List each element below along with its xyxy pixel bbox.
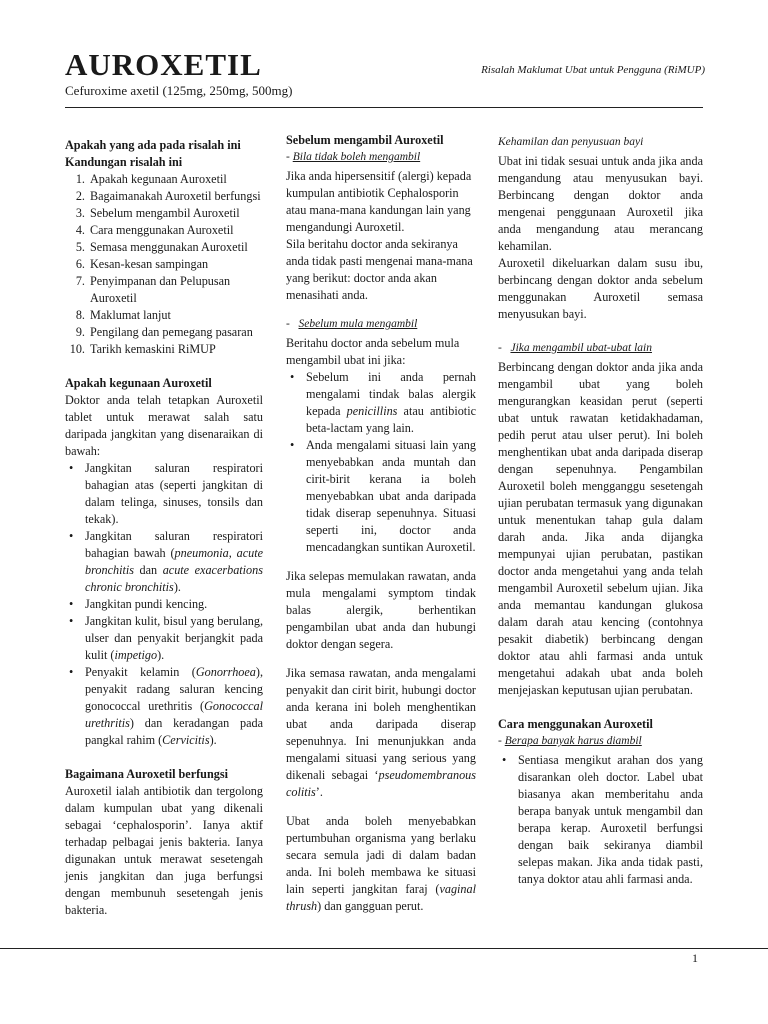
list-item: • Sentiasa mengikut arahan dos yang disarankan oleh doctor. Label ubat biasanya akan memberitahu anda berapa banyak untuk mengambil dan berapa kerap. Auroxetil berfungsi dengan baik sekiranya diambil selepas makan. Jika anda tidak pasti, tanya doktor atau ahli farmasi anda. (518, 752, 703, 888)
subheading: - Bila tidak boleh mengambil (286, 151, 421, 163)
indication-list (65, 460, 263, 749)
document-title: AUROXETIL (65, 47, 262, 82)
subheading: Kehamilan dan penyusuan bayi (498, 136, 644, 148)
document-subtitle: Cefuroxime axetil (125mg, 250mg, 500mg) (65, 83, 293, 98)
section-heading-use: Apakah kegunaan Auroxetil (65, 376, 212, 390)
warning-list (286, 369, 476, 556)
header (65, 48, 705, 99)
paragraph: Ubat anda boleh menyebabkan pertumbuhan organisma yang berlaku secara semula jadi di dalam badan anda. Ini boleh membawa ke situasi lain seperti jangkitan faraj (vaginal thrush) dan gangguan perut. (286, 814, 476, 913)
list-item: • Jangkitan saluran respiratori bahagian atas (seperti jangkitan di dalam telinga, sinuses, tonsils dan tekak). (85, 460, 263, 528)
use-paragraph: Doktor anda telah tetapkan Auroxetil tablet untuk merawat salah satu daripada jangkitan yang disenaraikan di bawah: (65, 393, 263, 458)
list-item: • Jangkitan pundi kencing. (85, 596, 263, 613)
paragraph: Sila beritahu doctor anda sekiranya anda tidak pasti mengenai mana-mana yang berikut: doctor anda akan menasihati anda. (286, 237, 473, 302)
list-item: • Sebelum ini anda pernah mengalami tindak balas alergik kepada penicillins atau antibiotic beta-lactam yang lain. (306, 369, 476, 437)
paragraph: Berbincang dengan doktor anda jika anda mengambil ubat yang boleh mengurangkan keasidan perut (seperti ubat untuk rawatan ketidakhadaman, pedih perut atau ulser perut). Ini boleh menghentikan ubat anda daripada diserap dengan sepenuhnya. Pengambilan Auroxetil boleh mengganggu sesetengah ujian perubatan termasuk yang digunakan untuk menentukan tahap gula dalam darah anda. Jika anda dijangka mempunyai ujian perubatan, pastikan doctor anda mengetahui yang anda telah mengambil Auroxetil sebelum ujian. Jika anda memantau kandungan glukosa dalam darah atau kencing (contohnya pesakit diabetik) berbincang dengan doktor atau ahli farmasi anda untuk mengetahui adakah ubat anda boleh menjejaskan keputusan ujian perubatan. (498, 360, 703, 697)
paragraph: Jika selepas memulakan rawatan, anda mula mengalami symptom tindak balas alergik, berhentikan pengambilan ubat anda dan hubungi doktor dengan segera. (286, 569, 476, 651)
column-1 (65, 137, 263, 919)
footer-divider (0, 948, 768, 949)
paragraph: Ubat ini tidak sesuai untuk anda jika anda mengandung atau menyusukan bayi. Berbincang dengan doktor anda mengenai penggunaan Auroxetil jika anda mengandung atau merancang kehamilan. (498, 154, 703, 253)
toc-item: 1. Apakah kegunaan Auroxetil (88, 171, 263, 188)
toc-item: 5. Semasa menggunakan Auroxetil (88, 239, 263, 256)
toc-list (65, 171, 263, 358)
list-item: • Anda mengalami situasi lain yang menyebabkan anda muntah dan cirit-birit kerana ia boleh menyebabkan ubat anda daripada tidak diserap sepenuhnya. Situasi seperti ini, doctor anda mencadangkan suntikan Auroxetil. (306, 437, 476, 556)
list-item: • Penyakit kelamin (Gonorrhoea), penyakit radang saluran kencing gonococcal urethritis (Gonococcal urethritis) dan keradangan pada pangkal rahim (Cervicitis). (85, 664, 263, 749)
section-heading-before: Sebelum mengambil Auroxetil (286, 133, 444, 147)
toc-heading: Apakah yang ada pada risalah ini (65, 138, 241, 152)
dose-list (498, 752, 703, 888)
list-item: • Jangkitan kulit, bisul yang berulang, ulser dan penyakit berjangkit pada kulit (impetigo). (85, 613, 263, 664)
toc-item: 9. Pengilang dan pemegang pasaran (88, 324, 263, 341)
toc-item: 8. Maklumat lanjut (88, 307, 263, 324)
list-item: • Jangkitan saluran respiratori bahagian bawah (pneumonia, acute bronchitis dan acute exacerbations chronic bronchitis). (85, 528, 263, 596)
toc-item: 6. Kesan-kesan sampingan (88, 256, 263, 273)
series-title: Risalah Maklumat Ubat untuk Pengguna (RiMUP) (481, 64, 705, 76)
section-heading-how: Bagaimana Auroxetil berfungsi (65, 767, 228, 781)
section-heading-usage: Cara menggunakan Auroxetil (498, 717, 653, 731)
how-paragraph: Auroxetil ialah antibiotik dan tergolong dalam kumpulan ubat yang dikenali sebagai ‘cephalosporin’. Ianya aktif terhadap pelbagai jenis bakteria. Ianya digunakan untuk merawat sesetengah jenis jangkitan dan juga berfungsi dengan membunuh sesetengah jenis bakteria. (65, 784, 263, 917)
paragraph: Beritahu doctor anda sebelum mula mengambil ubat ini jika: (286, 336, 460, 367)
toc-subheading: Kandungan risalah ini (65, 155, 183, 169)
header-divider (65, 107, 703, 108)
toc-item: 10. Tarikh kemaskini RiMUP (88, 341, 263, 358)
toc-item: 2. Bagaimanakah Auroxetil berfungsi (88, 188, 263, 205)
column-2 (286, 132, 476, 915)
subheading: - Berapa banyak harus diambil (498, 735, 642, 747)
subheading: - Sebelum mula mengambil (286, 318, 418, 330)
paragraph: Jika anda hipersensitif (alergi) kepada kumpulan antibiotik Cephalosporin atau mana-mana kandungan lain yang mengandungi Auroxetil. (286, 169, 472, 234)
toc-item: 7. Penyimpanan dan Pelupusan Auroxetil (88, 273, 263, 307)
paragraph: Auroxetil dikeluarkan dalam susu ibu, berbincang dengan doktor anda sebelum menggunakan Auroxetil semasa menyusukan bayi. (498, 256, 703, 321)
subheading: - Jika mengambil ubat-ubat lain (498, 342, 652, 354)
column-3 (498, 134, 703, 888)
toc-item: 3. Sebelum mengambil Auroxetil (88, 205, 263, 222)
toc-item: 4. Cara menggunakan Auroxetil (88, 222, 263, 239)
paragraph: Jika semasa rawatan, anda mengalami penyakit dan cirit birit, hubungi doctor anda kerana ini boleh menghentikan ubat anda daripada diserap sepenuhnya. Ini menunjukkan anda mengalami situasi yang serious yang dikenali sebagai ‘pseudomembranous colitis’. (286, 666, 476, 799)
page-number: 1 (692, 951, 698, 965)
